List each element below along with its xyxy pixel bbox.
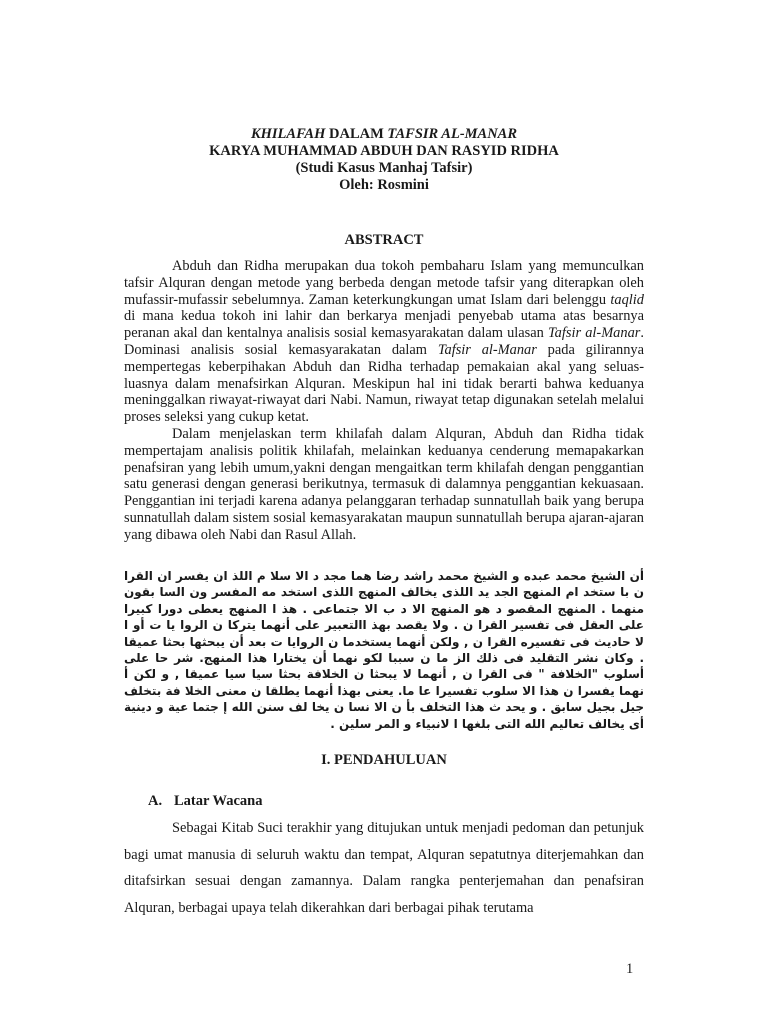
subsection-heading (148, 793, 263, 810)
abstract-paragraph-1 (124, 258, 644, 426)
title-line-3: (Studi Kasus Manhaj Tafsir) (295, 160, 473, 176)
abstract-paragraph-2: Dalam menjelaskan term khilafah dalam Alquran, Abduh dan Ridha tidak mempertajam analisis politik khilafah, melainkan keduanya cenderung memapakarkan penafsiran yang lebih umum,yakni dengan mengaitkan term khilafah dengan penggantian satu generasi dengan generasi berikutnya, termasuk di dalamnya penggantian kekuasaan. Penggantian ini terjadi karena adanya pelanggaran terhadap sunnatullah baik yang berupa sunnatullah dalam sistem sosial kemasyarakatan maupun sunnatullah berupa ajaran-ajaran yang dibawa oleh Nabi dan Rasul Allah. (124, 425, 644, 543)
subsection-number: A. (148, 793, 163, 809)
author-line: Oleh: Rosmini (339, 177, 429, 193)
page-number: 1 (626, 961, 634, 977)
abstract-body (124, 258, 644, 544)
section-heading: I. PENDAHULUAN (321, 752, 447, 768)
text-run: pada gilirannya mempertegas keberpihakan Abduh dan Ridha terhadap pemakaian akal yang seluas-luasnya dalam menafsirkan Alquran. Meskipun hal ini tidak berarti bahwa keduanya meninggalkan riwayat-riwayat dari Nabi. Namun, riwayat tetap digunakan setelah melalui proses seleksi yang cukup ketat. (124, 341, 644, 426)
italic-term: taqlid (610, 291, 644, 308)
italic-term: Tafsir al-Manar (437, 341, 537, 358)
abstract-heading: ABSTRACT (344, 232, 424, 248)
body-paragraph: Sebagai Kitab Suci terakhir yang ditujukan untuk menjadi pedoman dan petunjuk bagi umat manusia di seluruh waktu dan tempat, Alquran sepatutnya diterjemahkan dan ditafsirkan sesuai dengan zamannya. Dalam rangka penterjemahan dan penafsiran Alquran, berbagai upaya telah dikerahkan dari berbagai pihak terutama (124, 820, 644, 916)
text-run: Abduh dan Ridha merupakan dua tokoh pembaharu Islam yang memunculkan tafsir Alquran dengan metode yang berbeda dengan metode tafsir yang diterapkan oleh mufassir-mufassir sebelumnya. Zaman keterkungkungan umat Islam dari belenggu (124, 258, 644, 308)
subsection-title: Latar Wacana (174, 793, 263, 809)
title-khilafah: KHILAFAH (250, 126, 326, 142)
text-run: di mana kedua tokoh ini lahir dan berkarya menjadi penyebab utama atas besarnya peranan akal dan kentalnya analisis sosial kemasyarakatan dalam ulasan (124, 308, 644, 342)
title-tafsir-al-manar: TAFSIR AL-MANAR (387, 126, 518, 142)
italic-term: Tafsir al-Manar (548, 325, 641, 342)
title-line-1 (124, 126, 644, 143)
arabic-abstract: أن الشيخ محمد عبده و الشيخ محمد راشد رضا هما مجد د الا سلا م اللذ ان يفسر ان القرا ن با ستخد ام المنهج الجد يد اللذى يخالف المنهج اللذى استخد مه المفسر ون السا بقون منهما . المنهج المقصو د هو المنهج الا د ب الا جتماعى . هذ ا المنهج يعطى دورا كبيرا على العقل فى تفسير القرا ن . ولا يقصد بهذ االتعبير على أنهما يتركا ن الروا يا ت أو ا لا حاديث فى تفسيره القرا ن , ولكن أنهما يستخدما ن الروايا ت بعد أن يبحثها بحثا عميقا . وكان نشر التقليد فى ذلك الز ما ن سببا لكو نهما أن يختارا هذا المنهج. شر حا على أسلوب "الخلافة " فى القرا ن , أنهما لا يبحثا ن الخلافة بحثا سيا سيا عميقا , و لكن أ نهما يفسرا ن هذا الا سلوب تفسيرا عا ما. يعنى بهذا أنهما يطلقا ن معنى الخلا فة بتخلف جيل بجيل سابق . و يحد ث هذا التخلف بأ ن الا نسا ن يخا لف سنن الله إ جتما عية و دينية أى يخالف تعاليم الله التى بلغها ا لانبياء و المر سلين . (124, 569, 644, 731)
title-dalam: DALAM (325, 126, 388, 142)
text-run: . Dominasi analisis sosial kemasyarakatan dalam (124, 325, 644, 358)
title-line-2: KARYA MUHAMMAD ABDUH DAN RASYID RIDHA (209, 143, 559, 159)
title-block (124, 126, 644, 194)
